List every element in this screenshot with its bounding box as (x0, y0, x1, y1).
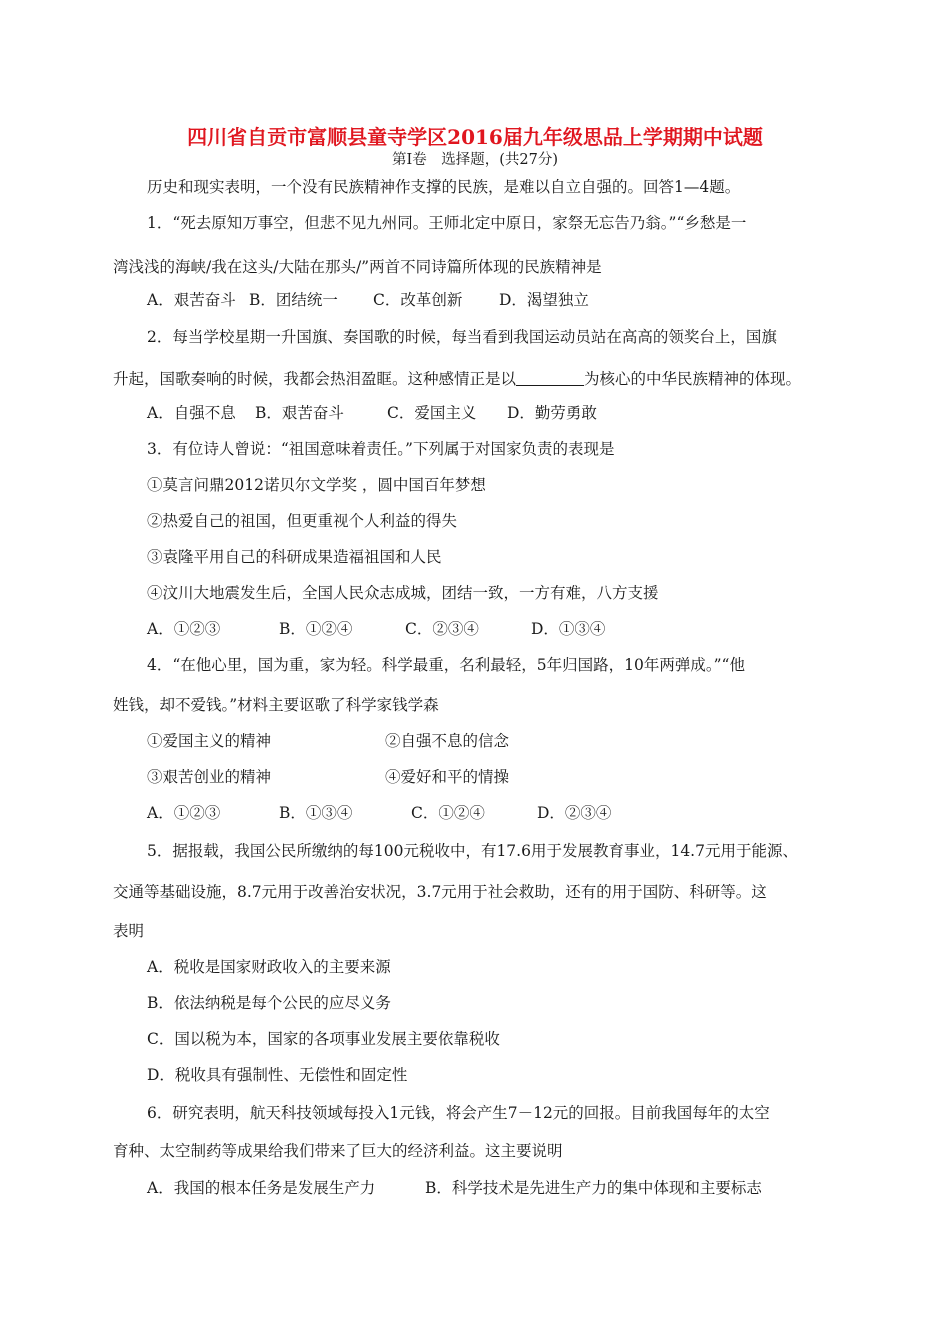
q6-line1: 6．研究表明，航天科技领域每投入1元钱，将会产生7－12元的回报。目前我国每年的太空 (147, 1104, 770, 1122)
intro-text: 历史和现实表明，一个没有民族精神作支撑的民族，是难以自立自强的。回答1—4题。 (147, 178, 741, 196)
q4-item-4: ④爱好和平的情操 (385, 768, 510, 786)
section-subtitle: 第Ⅰ卷 选择题，(共27分) (392, 152, 558, 168)
q5-line3: 表明 (113, 922, 145, 940)
q4-items-row1 (147, 731, 509, 751)
q6-options (147, 1178, 762, 1198)
q1-options (147, 290, 589, 310)
q4-option-c: C．①②④ (411, 804, 485, 822)
q3-options (147, 619, 605, 639)
q5-option-b: B．依法纳税是每个公民的应尽义务 (147, 994, 391, 1012)
q3-item-1: ①莫言问鼎2012诺贝尔文学奖 ，圆中国百年梦想 (147, 476, 486, 494)
q4-line2: 姓钱，却不爱钱。”材料主要讴歌了科学家钱学森 (113, 696, 439, 714)
q4-options (147, 803, 611, 823)
q1-option-a: A．艰苦奋斗 (147, 291, 236, 309)
q5-option-d: D．税收具有强制性、无偿性和固定性 (147, 1066, 408, 1084)
q2-line2-end: 为核心的中华民族精神的体现。 (584, 370, 802, 388)
q3-item-4: ④汶川大地震发生后，全国人民众志成城，团结一致，一方有难，八方支援 (147, 584, 659, 602)
q3-item-3: ③袁隆平用自己的科研成果造福祖国和人民 (147, 548, 442, 566)
q2-options (147, 403, 597, 423)
q4-line1: 4．“在他心里，国为重，家为轻。科学最重，名利最轻，5年归国路，10年两弹成。”“他 (147, 656, 745, 674)
q2-option-c: C．爱国主义 (387, 404, 477, 422)
q2-option-d: D．勤劳勇敢 (507, 404, 597, 422)
q4-item-3: ③艰苦创业的精神 (147, 768, 272, 786)
q4-option-b: B．①③④ (279, 804, 353, 822)
q6-option-a: A．我国的根本任务是发展生产力 (147, 1179, 376, 1197)
q2-line2-start: 升起，国歌奏响的时候，我都会热泪盈眶。这种感情正是以 (113, 370, 517, 388)
q1-option-c: C．改革创新 (373, 291, 463, 309)
q2-line2 (113, 369, 801, 389)
q3-item-2: ②热爱自己的祖国，但更重视个人利益的得失 (147, 512, 458, 530)
q5-option-c: C．国以税为本，国家的各项事业发展主要依靠税收 (147, 1030, 500, 1048)
q5-line1: 5．据报载，我国公民所缴纳的每100元税收中，有17.6用于发展教育事业，14.7元用于能源、 (147, 842, 798, 860)
q3-line1: 3．有位诗人曾说：“祖国意味着责任。”下列属于对国家负责的表现是 (147, 440, 615, 458)
q4-option-d: D．②③④ (537, 804, 612, 822)
q4-option-a: A．①②③ (147, 804, 221, 822)
q4-item-2: ②自强不息的信念 (385, 732, 510, 750)
q1-option-b: B．团结统一 (249, 291, 338, 309)
q1-line2: 湾浅浅的海峡/我在这头/大陆在那头/”两首不同诗篇所体现的民族精神是 (113, 258, 602, 276)
q3-option-a: A．①②③ (147, 620, 221, 638)
q4-item-1: ①爱国主义的精神 (147, 732, 272, 750)
q2-option-a: A．自强不息 (147, 404, 236, 422)
q6-line2: 育种、太空制药等成果给我们带来了巨大的经济利益。这主要说明 (113, 1142, 563, 1160)
q5-option-a: A．税收是国家财政收入的主要来源 (147, 958, 391, 976)
q2-answer-blank (516, 369, 584, 386)
page-title: 四川省自贡市富顺县童寺学区2016届九年级思品上学期期中试题 (187, 125, 763, 149)
q2-option-b: B．艰苦奋斗 (255, 404, 344, 422)
q1-option-d: D．渴望独立 (499, 291, 589, 309)
q3-option-c: C．②③④ (405, 620, 479, 638)
q4-items-row2 (147, 767, 509, 787)
q1-line1: 1．“死去原知万事空，但悲不见九州同。王师北定中原日，家祭无忘告乃翁。”“乡愁是一 (147, 214, 747, 232)
q3-option-b: B．①②④ (279, 620, 353, 638)
q6-option-b: B．科学技术是先进生产力的集中体现和主要标志 (425, 1179, 762, 1197)
q3-option-d: D．①③④ (531, 620, 606, 638)
q2-line1: 2．每当学校星期一升国旗、奏国歌的时候，每当看到我国运动员站在高高的领奖台上，国旗 (147, 328, 777, 346)
q5-line2: 交通等基础设施，8.7元用于改善治安状况，3.7元用于社会救助，还有的用于国防、科研等。这 (113, 883, 767, 901)
